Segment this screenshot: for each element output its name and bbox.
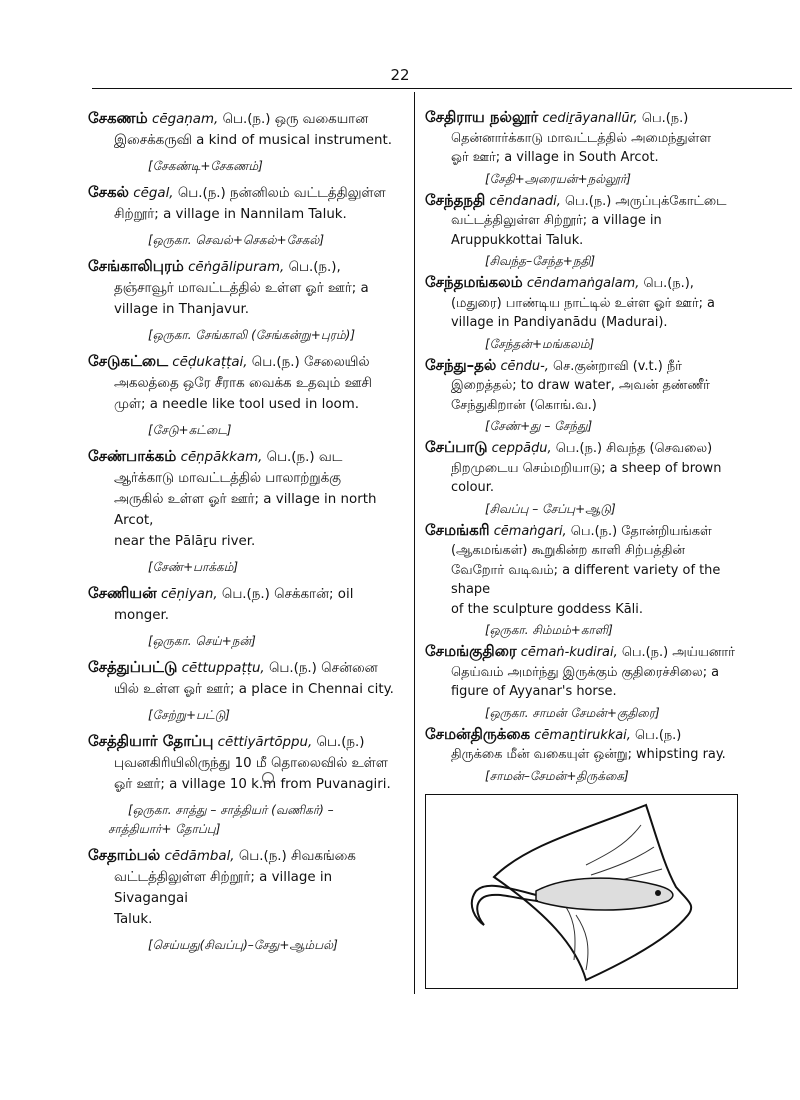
entry-definition [425, 191, 738, 251]
definition-line: பெ.(ந.) தோன்றியங்கள் [570, 523, 712, 539]
headword: சேத்தியார் தோப்பு [88, 732, 214, 750]
etymology: [ஒருகா. சாத்து – சாத்தியர் (வணிகர்) – சாத்தியார்+ தோப்பு] [108, 803, 334, 836]
definition-line: புவனகிரியிலிருந்து 10 மீ தொலைவில் உள்ள [114, 756, 388, 771]
definition-line: village in Thanjavur. [114, 302, 249, 317]
entry-definition [88, 108, 406, 151]
left-column [88, 108, 406, 961]
headword: சேத்துப்பட்டு [88, 658, 178, 676]
etymology: [ஒருகா. சாமன் சேமன்+குதிரை] [485, 705, 660, 720]
transliteration: cēḍukaṭṭai, [172, 355, 248, 370]
definition-line: நிறமுடைய செம்மறியாடு; a sheep of brown [451, 460, 722, 476]
definition-line: Aruppukkottai Taluk. [451, 232, 584, 248]
definition-line: ஓர் ஊர்; a village 10 k.m from Puvanagiri. [114, 777, 391, 792]
dictionary-entry [88, 182, 406, 250]
etymology: [சேண்+பாக்கம்] [148, 560, 239, 574]
definition-line: பெ.(ந.) சென்னை [268, 661, 378, 676]
etymology: [ஒருகா. செய்+நன்] [148, 634, 256, 648]
etymology: [சேந்தன்+மங்கலம்] [485, 336, 595, 351]
definition-line: யில் உள்ள ஓர் ஊர்; a place in Chennai city. [114, 682, 394, 697]
transliteration: cēṅgālipuram, [188, 260, 285, 275]
entry-definition [88, 845, 406, 930]
page-number: 22 [390, 66, 410, 84]
definition-line: வட்டத்திலுள்ள சிற்றூர்; a village in Sivagangai [114, 870, 333, 906]
dictionary-entry [88, 446, 406, 577]
etymology: [சேற்று+பட்டு] [148, 708, 230, 722]
scan-mark [262, 772, 274, 784]
headword: சேங்காலிபுரம் [88, 257, 184, 275]
definition-line: ஓர் ஊர்; a village in South Arcot. [451, 150, 659, 165]
etymology: [சேடு+கட்டை] [148, 423, 232, 437]
definition-line: colour. [451, 480, 494, 495]
definition-line: பெ.(ந.) அருப்புக்கோட்டை [564, 193, 727, 209]
definition-line: வட்டத்திலுள்ள சிற்றூர்; a village in [451, 213, 662, 228]
entry-definition [425, 642, 738, 702]
definition-line: பெ.(ந.) சிவகங்கை [238, 849, 356, 864]
definition-line: பெ.(ந.) நன்னிலம் வட்டத்திலுள்ள [177, 186, 386, 201]
headword: சேணியன் [88, 584, 157, 602]
dictionary-entry [88, 583, 406, 651]
right-column [425, 108, 738, 788]
transliteration: cēndamaṅgalam, [526, 276, 640, 291]
entry-definition [88, 351, 406, 415]
entry-definition [88, 657, 406, 700]
definition-line: (ஆகமங்கள்) கூறுகின்ற காளி சிற்பத்தின் [451, 543, 685, 558]
headword: சேப்பாடு [425, 438, 488, 456]
definition-line: பெ.(ந.) அய்யனார் [621, 645, 735, 660]
definition-line: வேறோர் வடிவம்; a different variety of the shape [451, 562, 721, 597]
headword: சேதிராய நல்லூர் [425, 108, 539, 126]
definition-line: முள்; a needle like tool used in loom. [114, 397, 360, 412]
entry-definition [425, 438, 738, 498]
definition-line: சிற்றூர்; a village in Nannilam Taluk. [114, 207, 347, 222]
entry-definition [425, 356, 738, 416]
dictionary-entry [88, 657, 406, 725]
transliteration: cēdāmbal, [164, 849, 235, 864]
definition-line: இசைக்கருவி a kind of musical instrument. [114, 133, 392, 148]
transliteration: cēndanadi, [489, 193, 561, 209]
transliteration: cēṇpākkam, [180, 450, 263, 465]
definition-line: தெய்வம் அமர்ந்து இருக்கும் குதிரைச்சிலை; a [451, 664, 720, 680]
etymology: [ஒருகா. செவல்+செகல்+சேகல்] [148, 233, 325, 247]
dictionary-entry [425, 725, 738, 784]
stingray-drawing [426, 795, 736, 987]
definition-line: பெ.(ந.), [288, 260, 341, 275]
definition-line: பெ.(ந.) [635, 727, 682, 743]
definition-line: தஞ்சாவூர் மாவட்டத்தில் உள்ள ஓர் ஊர்; a [114, 281, 369, 296]
entry-definition [88, 182, 406, 225]
headword: சேகணம் [88, 109, 148, 127]
definition-line: திருக்கை மீன் வகையுள் ஒன்று; whipsting ray. [451, 747, 726, 762]
entry-definition [425, 108, 738, 168]
dictionary-entry [88, 256, 406, 345]
entry-definition [88, 583, 406, 626]
headword: சேந்தநதி [425, 190, 486, 209]
stingray-illustration [425, 794, 738, 989]
headword: சேகல் [88, 183, 130, 201]
dictionary-entry [425, 356, 738, 435]
headword: சேண்பாக்கம் [88, 447, 177, 465]
definition-line: figure of Ayyanar's horse. [451, 684, 617, 699]
entry-definition [425, 521, 738, 620]
dictionary-entry [88, 351, 406, 440]
etymology: [ஒருகா. சிம்மம்+காளி] [485, 623, 613, 637]
etymology: [சேதி+அரையன்+நல்லூர்] [485, 171, 631, 186]
dictionary-entry [88, 731, 406, 839]
definition-line: பெ.(ந.) [316, 735, 365, 750]
definition-line: பெ.(ந.) சேலையில் [251, 355, 370, 370]
transliteration: cēndu-, [500, 358, 549, 374]
definition-line: near the Pālāṟu river. [114, 534, 256, 549]
entry-definition [425, 725, 738, 765]
etymology: [சேண்+து – சேந்து] [485, 419, 593, 433]
headword: சேமன்திருக்கை [425, 724, 531, 743]
headword: சேடுகட்டை [88, 352, 169, 370]
definition-line: அகலத்தை ஒரே சீராக வைக்க உதவும் ஊசி [114, 376, 372, 391]
dictionary-entry [88, 845, 406, 955]
transliteration: cēgal, [133, 186, 174, 201]
definition-line: of the sculpture goddess Kāli. [451, 601, 643, 617]
definition-line: பெ.(ந.) [641, 111, 689, 126]
etymology: [ஒருகா. சேங்காலி (சேங்கன்று+புரம்)] [148, 328, 355, 342]
headword: சேமங்குதிரை [425, 642, 517, 660]
entry-definition [88, 731, 406, 795]
column-divider [414, 92, 415, 994]
headword: சேந்தமங்கலம் [425, 273, 523, 291]
dictionary-entry [425, 521, 738, 639]
transliteration: cēmaṅgari, [493, 523, 567, 539]
etymology: [சேகண்டி+சேகணம்] [148, 159, 263, 173]
definition-line: இறைத்தல்; to draw water, அவன் தண்ணீர் [451, 378, 710, 393]
transliteration: cēgaṇam, [151, 112, 219, 127]
dictionary-entry [425, 438, 738, 517]
definition-line: ஆர்க்காடு மாவட்டத்தில் பாலாற்றுக்கு [114, 471, 341, 486]
definition-line: பெ.(ந.) சிவந்த (செவலை) [555, 441, 713, 456]
transliteration: cēttuppaṭṭu, [181, 661, 265, 676]
headword: சேதாம்பல் [88, 846, 161, 864]
transliteration: cēttiyārtōppu, [217, 735, 313, 750]
dictionary-entry [425, 642, 738, 721]
definition-line: அருகில் உள்ள ஓர் ஊர்; a village in north Arcot, [114, 492, 377, 528]
transliteration: cediṟāyanallūr, [542, 111, 638, 126]
definition-line: பெ.(ந.) ஒரு வகையான [222, 112, 369, 127]
etymology: [செய்யது(சிவப்பு)–சேது+ஆம்பல்] [148, 938, 338, 952]
entry-definition [88, 256, 406, 320]
entry-definition [88, 446, 406, 552]
transliteration: cēmaṉtirukkai, [534, 727, 631, 743]
definition-line: பெ.(ந.), [643, 276, 694, 291]
definition-line: பெ.(ந.) செக்கான்; oil [221, 587, 354, 602]
etymology: [சிவந்த–சேந்த+நதி] [485, 254, 596, 268]
headword: சேந்து–தல் [425, 355, 497, 374]
definition-line: monger. [114, 608, 169, 623]
transliteration: cēmaṅ-kudirai, [520, 645, 618, 660]
definition-line: தென்னார்க்காடு மாவட்டத்தில் அமைந்துள்ள [451, 130, 712, 146]
dictionary-entry [425, 108, 738, 187]
entry-definition [425, 273, 738, 333]
etymology: [சிவப்பு – சேப்பு+ஆடு] [485, 501, 616, 516]
definition-line: (மதுரை) பாண்டிய நாட்டில் உள்ள ஓர் ஊர்; a [451, 295, 715, 311]
definition-line: சேந்துகிறான் (கொங்.வ.) [451, 397, 597, 413]
dictionary-entry [425, 273, 738, 352]
headword: சேமங்கரி [425, 520, 490, 539]
definition-line: செ.குன்றாவி (v.t.) நீர் [553, 358, 682, 374]
definition-line: பெ.(ந.) வட [266, 450, 343, 465]
header-rule [92, 88, 792, 89]
definition-line: Taluk. [114, 912, 153, 927]
transliteration: ceppāḍu, [491, 441, 552, 456]
definition-line: village in Pandiyanādu (Madurai). [451, 315, 668, 330]
dictionary-entry [88, 108, 406, 176]
etymology: [சாமன்–சேமன்+திருக்கை] [485, 768, 629, 783]
dictionary-entry [425, 191, 738, 270]
transliteration: cēṇiyan, [160, 587, 218, 602]
